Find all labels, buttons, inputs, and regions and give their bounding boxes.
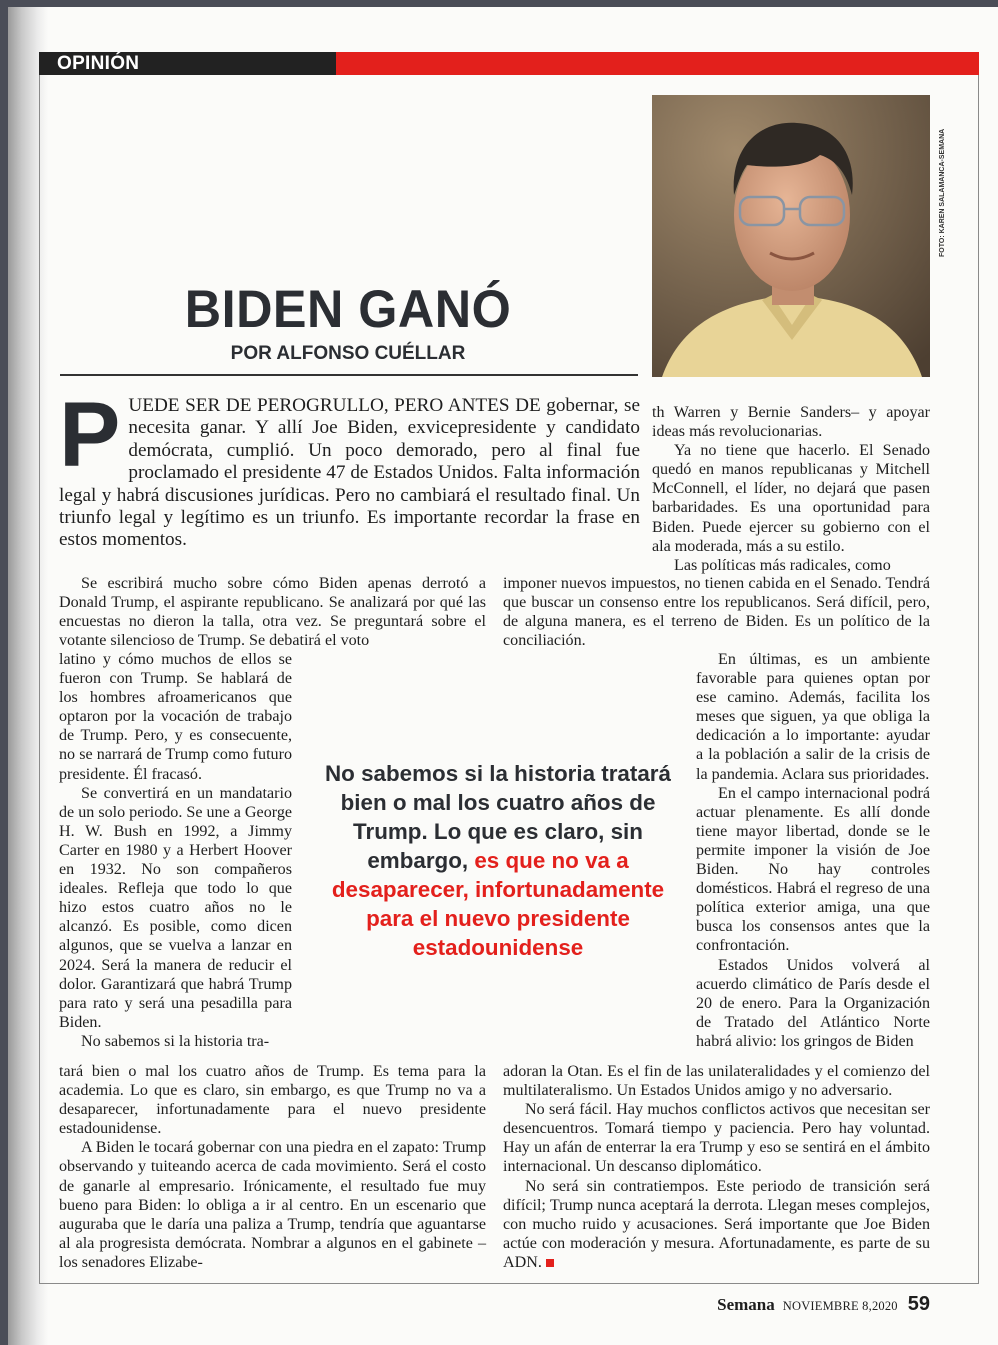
paragraph: Las políticas más radicales, como	[674, 556, 891, 574]
paragraph	[503, 1177, 930, 1272]
paragraph: No será fácil. Hay muchos conflictos activos que necesitan ser desencuentros. Tomará tiempo y paciencia. Pero hay voluntad. Hay un afán de enterrar la era Trump y eso se sentirá en el ámbito internacional. Un descanso diplomático.	[503, 1101, 930, 1176]
col1-block-narrow	[59, 650, 292, 1051]
paragraph: latino y cómo muchos de ellos se fueron con Trump. Se hablará de los hombres afroamericanos que optaron por la vocación de trabajo de Trump. Pero, y es consecuente, no se narrará de Trump como futuro presidente. Él fracasó.	[59, 651, 292, 783]
paragraph: No sabemos si la historia tra-	[81, 1032, 270, 1050]
paragraph: Ya no tiene que hacerlo. El Senado quedó en manos republicanas y Mitchell McConnell, el líder, no dejará que pasen barbaridades. Es una oportunidad para Biden. Puede ejercer su gobierno con el ala moderada, más a su estilo.	[652, 442, 930, 555]
col1-block-full-1	[59, 574, 486, 650]
lead-paragraph	[59, 384, 640, 552]
end-mark	[546, 1259, 554, 1267]
paragraph: th Warren y Bernie Sanders– y apoyar ideas más revolucionarias.	[652, 404, 930, 441]
final-paragraph-text: No será sin contratiempos. Este periodo de transición será difícil; Trump nunca aceptará la derrota. Llegan meses complejos, con mucho ruido y acusaciones. Será importante que Joe Biden actúe con moderación y mesura. Afortunadamente, es parte de su ADN.	[503, 1177, 930, 1271]
page-footer	[717, 1293, 930, 1316]
photo-credit: FOTO: KAREN SALAMANCA-SEMANA	[939, 128, 946, 257]
drop-cap: P	[59, 384, 121, 486]
paragraph: Estados Unidos volverá al acuerdo climático de París desde el 20 de enero. Para la Organización de Tratado del Atlántico Norte habrá alivio: los gringos de Biden	[696, 956, 930, 1050]
col2-block-full-2	[503, 1062, 930, 1272]
col2-block-full-1	[503, 574, 930, 650]
lead-text: UEDE SER DE PEROGRULLO, PERO ANTES DE gobernar, se necesita ganar. Y allí Joe Biden, exvicepresidente y candidato demócrata, cumplió. Un poco demorado, pero al final fue proclamado el presidente 47 de Estados Unidos. Falta información legal y habrá discusiones jurídicas. Pero no cambiará el resultado final. Un triunfo legal y legítimo es un triunfo. Es importante recordar la frase en estos momentos.	[59, 395, 640, 551]
page-number: 59	[907, 1293, 930, 1315]
issue-date: NOVIEMBRE 8,2020	[782, 1299, 898, 1313]
paragraph: A Biden le tocará gobernar con una piedra en el zapato: Trump observando y tuiteando acerca de cada movimiento. Será el costo de ganarle al empresario. Irónicamente, el resultado fue muy bueno para Biden: lo obliga a ir al centro. En un escenario que auguraba que le daría una paliza a Trump, tendría que aguantarse al ala progresista demócrata. Nombrar a algunos en el gabinete –los senadores Elizabe-	[59, 1139, 486, 1271]
section-bar	[39, 52, 979, 75]
section-label: OPINIÓN	[39, 52, 336, 75]
paragraph: imponer nuevos impuestos, no tienen cabida en el Senado. Tendrá que buscar un consenso entre los republicanos. Será difícil, pero, de alguna manera, es el terreno de Biden. Es un político de la conciliación.	[503, 575, 930, 650]
magazine-page	[8, 7, 998, 1345]
section-accent-bar	[336, 52, 979, 75]
headline: BIDEN GANÓ	[184, 280, 512, 339]
paragraph: En últimas, es un ambiente favorable para quienes optan por ese camino. Además, facilita los meses que siguen, ya que obliga la dedicación a lo importante: ayudar a la población a salir de la crisis de la pandemia. Aclara sus prioridades.	[696, 651, 930, 783]
col1-block-full-2	[59, 1062, 486, 1272]
author-photo	[652, 95, 930, 377]
col2-block-top	[652, 403, 930, 575]
headline-rule	[60, 374, 638, 376]
paragraph: adoran la Otan. Es el fin de las unilateralidades y el comienzo del multilateralismo. Un Estados Unidos amigo y no adversario.	[503, 1063, 930, 1100]
byline: POR ALFONSO CUÉLLAR	[230, 343, 466, 364]
paragraph: Se escribirá mucho sobre cómo Biden apenas derrotó a Donald Trump, el aspirante republicano. Se analizará por qué las encuestas no dieron la talla, otra vez. Se preguntará sobre el votante silencioso de Trump. Se debatirá el voto	[59, 575, 486, 650]
pull-quote-dark: No sabemos si la historia tratará bien o mal los cuatro años de Trump. Lo que es claro, sin embargo,	[325, 761, 671, 873]
pull-quote	[311, 759, 685, 962]
magazine-name: Semana	[717, 1295, 775, 1314]
paragraph: En el campo internacional podrá actuar plenamente. Es allí donde tiene mayor libertad, donde se le permite imponer la visión de Joe Biden. No hay controles domésticos. Habrá el regreso de una política exterior amiga, una que busca los consensos antes que la confrontación.	[696, 784, 930, 955]
paragraph: tará bien o mal los cuatro años de Trump. Es tema para la academia. Lo que es claro, sin embargo, es que Trump no va a desaparecer, infortunadamente para el nuevo presidente estadounidense.	[59, 1063, 486, 1138]
col2-block-narrow	[696, 650, 930, 1051]
paragraph: Se convertirá en un mandatario de un solo periodo. Se une a George H. W. Bush en 1992, a Jimmy Carter en 1980 y a Herbert Hoover en 1932. No son compañeros ideales. Refleja que todo lo que hizo estos cuatro años no le alcanzó. Es posible, como dicen algunos, que se vuelva a lanzar en 2024. Será la manera de reducir el dolor. Garantizará que habrá Trump para rato y será una pesadilla para Biden.	[59, 784, 293, 1031]
pull-quote-red: es que no va a desaparecer, infortunadamente para el nuevo presidente estadounidense	[331, 848, 665, 960]
